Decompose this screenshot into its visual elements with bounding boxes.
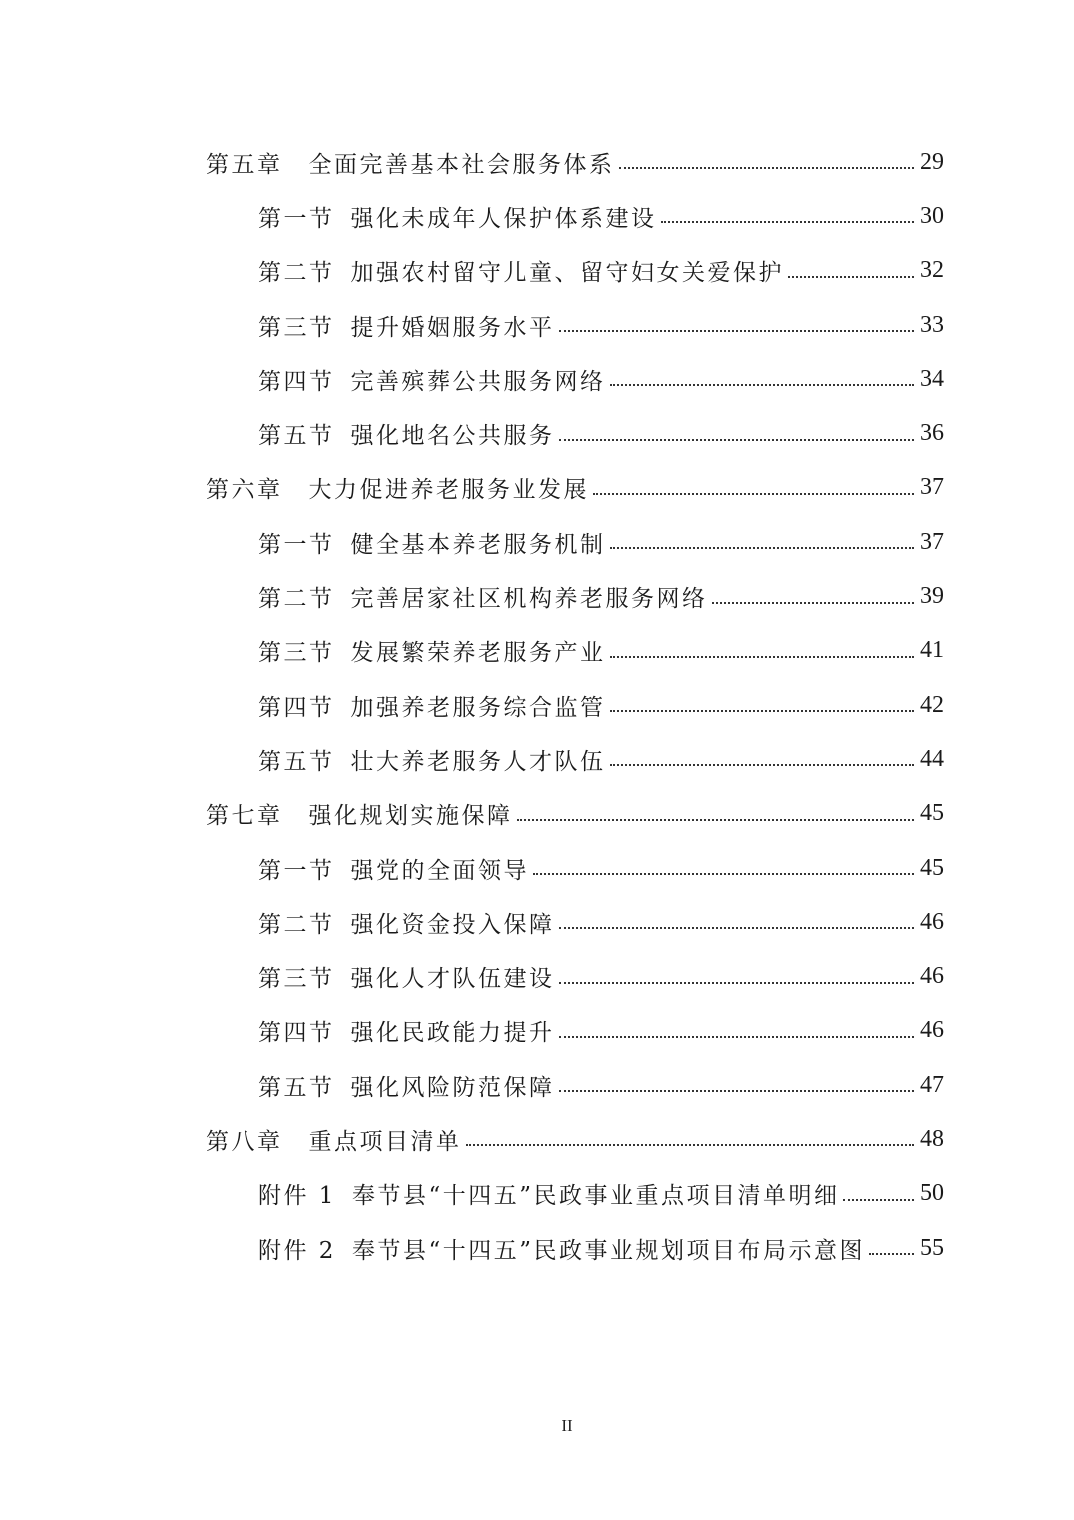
toc-chapter-row[interactable]: [0, 135, 1074, 189]
table-of-contents: [0, 135, 1074, 1275]
toc-section-row[interactable]: [0, 406, 1074, 460]
toc-section-row[interactable]: [0, 569, 1074, 623]
toc-dot-leader: [610, 547, 915, 549]
toc-entry-label: 第四节: [258, 368, 335, 395]
toc-dot-leader: [661, 221, 915, 223]
toc-chapter-row[interactable]: [0, 461, 1074, 515]
toc-entry-label: 第四节: [258, 1020, 335, 1047]
toc-section-row[interactable]: [0, 515, 1074, 569]
toc-dot-leader: [610, 656, 915, 658]
toc-entry-title: 大力促进养老服务业发展: [308, 477, 589, 504]
toc-entry-title: 全面完善基本社会服务体系: [308, 151, 615, 178]
toc-chapter-row[interactable]: [0, 1112, 1074, 1166]
toc-page-number: 37: [920, 474, 944, 501]
toc-page-number: 46: [920, 963, 944, 990]
toc-entry-label: 附件 1: [258, 1183, 336, 1210]
toc-entry-label: 第三节: [258, 966, 335, 993]
toc-dot-leader: [559, 1036, 915, 1038]
toc-entry-title: 健全基本养老服务机制: [350, 531, 606, 558]
toc-page-number: 50: [920, 1180, 944, 1207]
toc-page-number: 33: [920, 311, 944, 338]
toc-section-row[interactable]: [0, 1058, 1074, 1112]
toc-entry-title: 完善殡葬公共服务网络: [350, 368, 606, 395]
toc-page-number: 32: [920, 257, 944, 284]
toc-dot-leader: [559, 982, 915, 984]
toc-entry-title: 强化未成年人保护体系建设: [350, 205, 657, 232]
toc-page-number: 34: [920, 365, 944, 392]
toc-entry-label: 第七章: [206, 803, 283, 830]
toc-page-number: 46: [920, 908, 944, 935]
toc-entry-title: 壮大养老服务人才队伍: [350, 748, 606, 775]
toc-entry-label: 第五节: [258, 748, 335, 775]
toc-section-row[interactable]: [0, 189, 1074, 243]
toc-entry-title: 强化规划实施保障: [308, 803, 513, 830]
toc-page-number: 30: [920, 202, 944, 229]
toc-entry-title: 完善居家社区机构养老服务网络: [350, 586, 708, 613]
toc-entry-label: 第五节: [258, 423, 335, 450]
toc-page-number: 44: [920, 745, 944, 772]
toc-page-number: 55: [920, 1234, 944, 1261]
toc-section-row[interactable]: [0, 732, 1074, 786]
toc-entry-title: 加强农村留守儿童、留守妇女关爱保护: [350, 260, 784, 287]
toc-page-number: 46: [920, 1017, 944, 1044]
toc-page-number: 36: [920, 420, 944, 447]
toc-section-row[interactable]: [0, 949, 1074, 1003]
toc-entry-label: 第四节: [258, 694, 335, 721]
toc-chapter-row[interactable]: [0, 787, 1074, 841]
toc-dot-leader: [610, 764, 915, 766]
toc-section-row[interactable]: [0, 298, 1074, 352]
toc-entry-label: 第五章: [206, 151, 283, 178]
toc-entry-label: 第二节: [258, 586, 335, 613]
toc-entry-title: 强化地名公共服务: [350, 423, 555, 450]
toc-page-number: 45: [920, 854, 944, 881]
toc-entry-label: 第五节: [258, 1074, 335, 1101]
toc-section-row[interactable]: [0, 1167, 1074, 1221]
toc-dot-leader: [559, 927, 915, 929]
toc-entry-title: 奉节县“十四五”民政事业规划项目布局示意图: [351, 1237, 865, 1264]
toc-entry-title: 发展繁荣养老服务产业: [350, 640, 606, 667]
toc-dot-leader: [533, 873, 914, 875]
toc-entry-label: 第一节: [258, 531, 335, 558]
toc-page-number: 45: [920, 800, 944, 827]
toc-entry-label: 第一节: [258, 857, 335, 884]
toc-entry-title: 重点项目清单: [308, 1128, 462, 1155]
toc-dot-leader: [559, 330, 915, 332]
toc-section-row[interactable]: [0, 624, 1074, 678]
toc-page-number: 48: [920, 1125, 944, 1152]
toc-dot-leader: [559, 1090, 915, 1092]
toc-page-number: 47: [920, 1071, 944, 1098]
toc-entry-title: 强化资金投入保障: [350, 911, 555, 938]
toc-entry-label: 第三节: [258, 640, 335, 667]
toc-dot-leader: [619, 167, 915, 169]
toc-dot-leader: [610, 384, 915, 386]
toc-dot-leader: [593, 493, 914, 495]
toc-dot-leader: [559, 439, 915, 441]
toc-entry-label: 第三节: [258, 314, 335, 341]
toc-section-row[interactable]: [0, 895, 1074, 949]
toc-dot-leader: [712, 602, 915, 604]
toc-dot-leader: [869, 1253, 914, 1255]
toc-entry-label: 第六章: [206, 477, 283, 504]
toc-page-number: 41: [920, 637, 944, 664]
toc-section-row[interactable]: [0, 352, 1074, 406]
toc-section-row[interactable]: [0, 244, 1074, 298]
toc-dot-leader: [843, 1199, 914, 1201]
page-number: II: [561, 1416, 573, 1435]
toc-entry-label: 第一节: [258, 205, 335, 232]
toc-dot-leader: [466, 1144, 915, 1146]
toc-entry-label: 第二节: [258, 260, 335, 287]
toc-page-number: 37: [920, 528, 944, 555]
toc-entry-label: 第八章: [206, 1128, 283, 1155]
toc-entry-title: 强化人才队伍建设: [350, 966, 555, 993]
toc-dot-leader: [517, 819, 915, 821]
toc-entry-title: 强化风险防范保障: [350, 1074, 555, 1101]
toc-section-row[interactable]: [0, 678, 1074, 732]
toc-page-number: 39: [920, 583, 944, 610]
toc-entry-title: 强党的全面领导: [350, 857, 529, 884]
toc-entry-label: 第二节: [258, 911, 335, 938]
toc-entry-title: 奉节县“十四五”民政事业重点项目清单明细: [351, 1183, 840, 1210]
toc-section-row[interactable]: [0, 1221, 1074, 1275]
toc-entry-title: 加强养老服务综合监管: [350, 694, 606, 721]
toc-dot-leader: [610, 710, 915, 712]
toc-dot-leader: [788, 276, 914, 278]
toc-section-row[interactable]: [0, 841, 1074, 895]
toc-entry-label: 附件 2: [258, 1237, 336, 1264]
toc-entry-title: 强化民政能力提升: [350, 1020, 555, 1047]
toc-page-number: 29: [920, 148, 944, 175]
toc-page-number: 42: [920, 691, 944, 718]
toc-section-row[interactable]: [0, 1004, 1074, 1058]
toc-entry-title: 提升婚姻服务水平: [350, 314, 555, 341]
